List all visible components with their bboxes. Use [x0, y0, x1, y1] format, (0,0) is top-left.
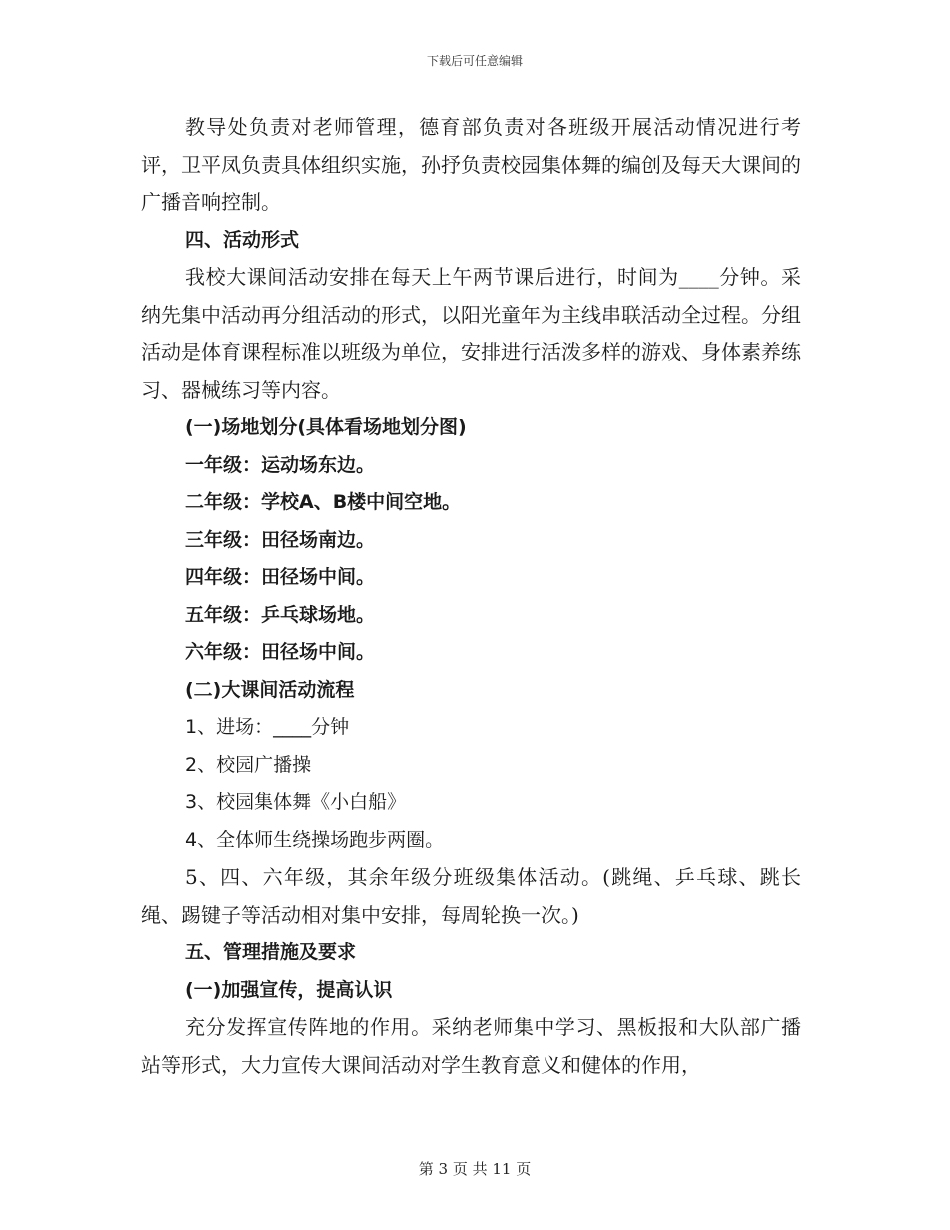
- venue-item: 三年级：田径场南边。: [185, 528, 376, 551]
- venue-item: 二年级：学校A、B楼中间空地。: [185, 491, 462, 513]
- subheading-activity-flow: (二)大课间活动流程: [185, 678, 355, 701]
- subheading-venue-division: (一)场地划分(具体看场地划分图): [185, 416, 467, 438]
- subheading-publicity: (一)加强宣传，提高认识: [185, 978, 393, 1001]
- paragraph-responsibilities: 教导处负责对老师管理，德育部负责对各班级开展活动情况进行考评，卫平凤负责具体组织实施，孙抒负责校园集体舞的编创及每天大课间的广播音响控制。: [141, 115, 801, 214]
- venue-item: 六年级：田径场中间。: [185, 641, 376, 663]
- page-number: 第 3 页 共 11 页: [418, 1160, 532, 1178]
- venue-item: 五年级：乒乓球场地。: [185, 603, 376, 626]
- flow-item: 5、四、六年级，其余年级分班级集体活动。(跳绳、乒乓球、跳长绳、踢键子等活动相对集中安排，每周轮换一次。): [141, 865, 801, 927]
- venue-item: 一年级：运动场东边。: [185, 453, 376, 476]
- section-heading-management: 五、管理措施及要求: [185, 941, 357, 963]
- section-heading-activity-form: 四、活动形式: [185, 228, 300, 251]
- paragraph-activity-form: 我校大课间活动安排在每天上午两节课后进行，时间为____分钟。采纳先集中活动再分组活动的形式，以阳光童年为主线串联活动全过程。分组活动是体育课程标准以班级为单位，安排进行活泼多样的游戏、身体素养练习、器械练习等内容。: [141, 265, 801, 402]
- flow-item: 4、全体师生绕操场跑步两圈。: [185, 828, 445, 851]
- document-body: [141, 109, 801, 1084]
- flow-item: 2、校园广播操: [185, 753, 312, 776]
- paragraph-publicity: 充分发挥宣传阵地的作用。采纳老师集中学习、黑板报和大队部广播站等形式，大力宣传大课间活动对学生教育意义和健体的作用，: [141, 1015, 801, 1077]
- flow-item: 1、进场：____分钟: [185, 716, 350, 738]
- venue-item: 四年级：田径场中间。: [185, 566, 376, 588]
- flow-item: 3、校园集体舞《小白船》: [185, 791, 407, 813]
- header-note: 下载后可任意编辑: [426, 54, 523, 68]
